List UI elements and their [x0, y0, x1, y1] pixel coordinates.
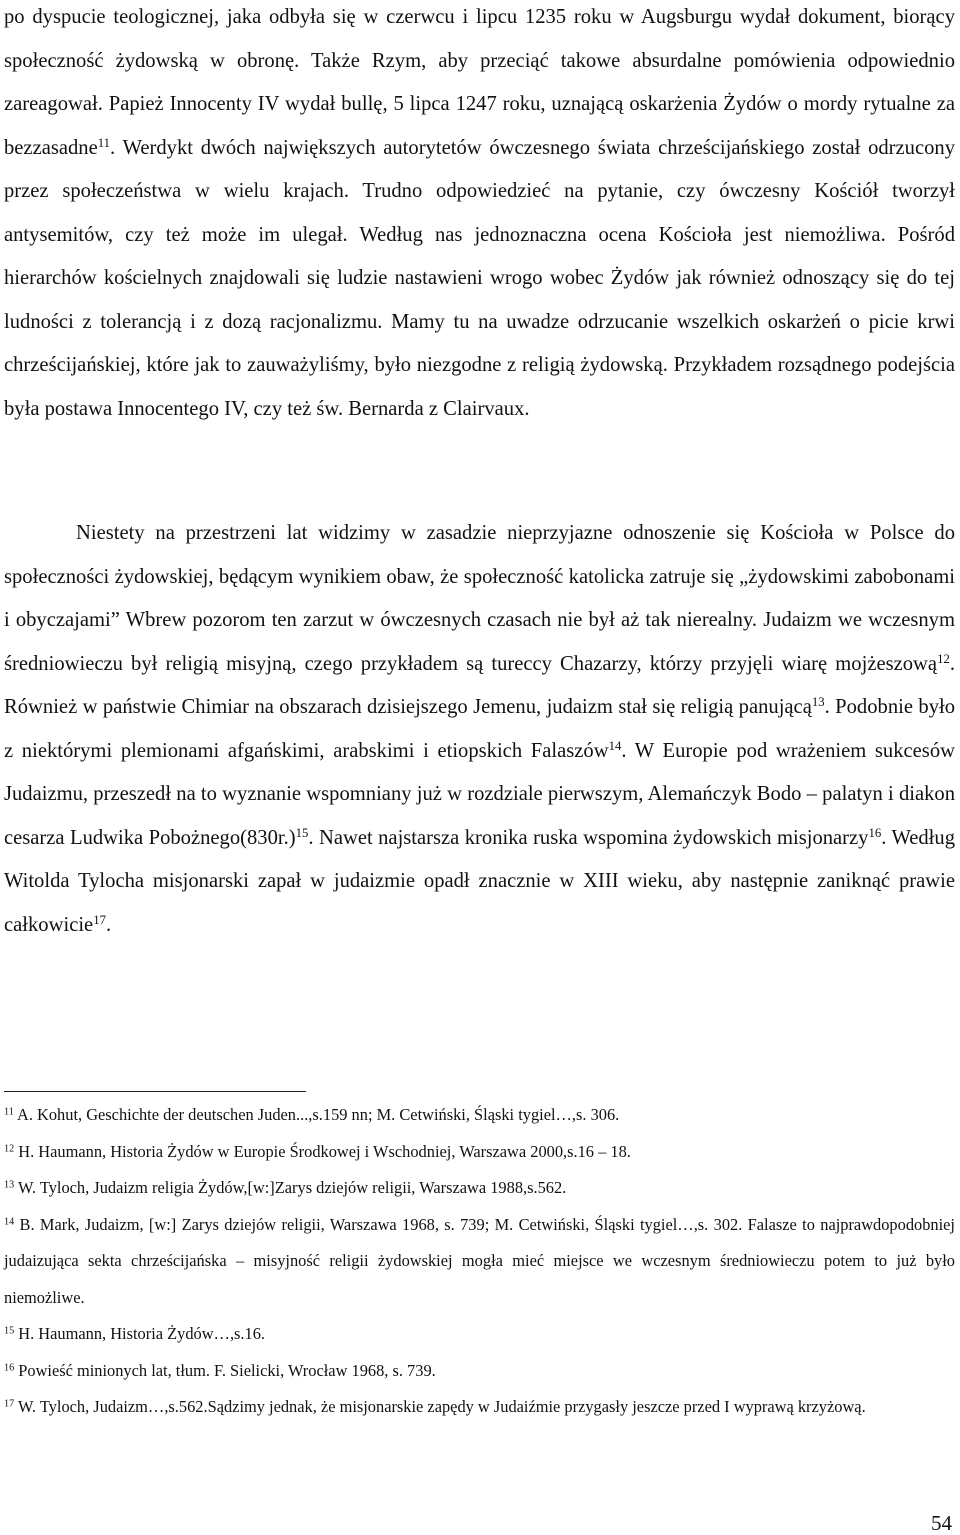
footnote-text: H. Haumann, Historia Żydów…,s.16. [18, 1324, 266, 1343]
footnotes-section [4, 1097, 955, 1426]
footnote-15 [4, 1316, 955, 1353]
paragraph-text: . Werdykt dwóch największych autorytetów ówczesnego świata chrześcijańskiego został odrzucony przez społeczeństwa w wielu krajach. Trudno odpowiedzieć na pytanie, czy ówczesny Kościół tworzył antysemitów, czy też może im ulegał. Według nas jednoznaczna ocena Kościoła jest niemożliwa. Pośród hierarchów kościelnych znajdowali się ludzie nastawieni wrogo wobec Żydów jak również odnoszący się do tej ludności z tolerancją i z dozą racjonalizmu. Mamy tu na uwadze odrzucanie wszelkich oskarżeń o picie krwi chrześcijańskiej, które jak to zauważyliśmy, było niezgodne z religią żydowską. Przykładem rozsądnego podejścia była postawa Innocentego IV, czy też św. Bernarda z Clairvaux. [4, 136, 955, 420]
footnote-number: 11 [4, 1106, 14, 1118]
footnote-number: 15 [4, 1325, 15, 1337]
footnote-14 [4, 1207, 955, 1317]
footnote-text: W. Tyloch, Judaizm…,s.562.Sądzimy jednak, że misjonarskie zapędy w Judaiźmie przygasły jeszcze przed I wyprawą krzyżową. [17, 1397, 866, 1416]
footnote-text: B. Mark, Judaizm, [w:] Zarys dziejów religii, Warszawa 1968, s. 739; M. Cetwiński, Śląski tygiel…,s. 302. Falasze to najprawdopodobniej judaizująca sekta chrześcijańska – misyjność religii żydowskiej mogła mieć miejsce we wczesnym średniowieczu potem to już było niemożliwe. [4, 1214, 955, 1307]
page-number: 54 [931, 1511, 952, 1535]
footnote-number: 13 [4, 1179, 15, 1191]
paragraph-text: . Również w państwie Chimiar na obszarach dzisiejszego Jemenu, judaizm stał się religią panującą [4, 652, 955, 718]
footnote-number: 14 [4, 1215, 15, 1227]
body-paragraph-2 [4, 512, 955, 947]
footnote-ref-15[interactable]: 15 [295, 825, 309, 840]
footnote-text: H. Haumann, Historia Żydów w Europie Środkowej i Wschodniej, Warszawa 2000,s.16 – 18. [18, 1141, 631, 1161]
footnote-16 [4, 1353, 955, 1390]
footnote-13 [4, 1170, 955, 1207]
footnote-number: 12 [4, 1142, 15, 1154]
body-paragraph-1 [4, 0, 955, 431]
footnote-separator [4, 1091, 306, 1092]
footnote-ref-14[interactable]: 14 [608, 738, 622, 753]
paragraph-text: . Podobnie było z niektórymi plemionami afgańskimi, arabskimi i etiopskich Falaszów [4, 696, 956, 762]
footnote-11 [4, 1097, 955, 1134]
paragraph-text: po dyspucie teologicznej, jaka odbyła się w czerwcu i lipcu 1235 roku w Augsburgu wydał dokument, biorący społeczność żydowską w obronę. Także Rzym, aby przeciąć takowe absurdalne pomówienia odpowiednio zareagował. Papież Innocenty IV wydał bullę, 5 lipca 1247 roku, uznającą oskarżenia Żydów o mordy rytualne za bezzasadne [4, 6, 955, 159]
paragraph-text: Niestety na przestrzeni lat widzimy w zasadzie nieprzyjazne odnoszenie się Kościoła w Polsce do społeczności żydowskiej, będącym wynikiem obaw, że społeczność katolicka zatruje się „żydowskimi zabobonami i obyczajami” Wbrew pozorom ten zarzut w ówczesnych czasach nie był aż tak nierealny. Judaizm we wczesnym średniowieczu był religią misyjną, czego przykładem są tureccy Chazarzy, którzy przyjęli wiarę mojżeszową [4, 522, 955, 675]
footnote-ref-13[interactable]: 13 [811, 694, 825, 709]
footnote-text: A. Kohut, Geschichte der deutschen Juden...,s.159 nn; M. Cetwiński, Śląski tygiel…,s. 306. [16, 1105, 620, 1124]
footnote-ref-11[interactable]: 11 [97, 135, 111, 150]
paragraph-text: . Według Witolda Tylocha misjonarski zapał w judaizmie opadł znacznie w XIII wieku, aby następnie zaniknąć prawie całkowicie [4, 826, 955, 936]
footnote-text: Powieść minionych lat, tłum. F. Sielicki, Wrocław 1968, s. 739. [18, 1360, 436, 1380]
footnote-number: 17 [4, 1398, 15, 1410]
footnote-ref-12[interactable]: 12 [937, 651, 950, 666]
footnote-ref-17[interactable]: 17 [93, 912, 106, 927]
footnote-12 [4, 1134, 955, 1171]
footnote-17 [4, 1389, 955, 1426]
footnote-number: 16 [4, 1361, 15, 1373]
paragraph-text: . Nawet najstarsza kronika ruska wspomina żydowskich misjonarzy [308, 826, 869, 849]
footnote-text: W. Tyloch, Judaizm religia Żydów,[w:]Zarys dziejów religii, Warszawa 1988,s.562. [17, 1178, 567, 1197]
footnote-ref-16[interactable]: 16 [868, 825, 882, 840]
paragraph-text: . W Europie pod wrażeniem sukcesów Judaizmu, przeszedł na to wyznanie wspomniany już w rozdziale pierwszym, Alemańczyk Bodo – palatyn i diakon cesarza Ludwika Pobożnego(830r.) [4, 739, 955, 849]
paragraph-text: . [105, 913, 112, 936]
